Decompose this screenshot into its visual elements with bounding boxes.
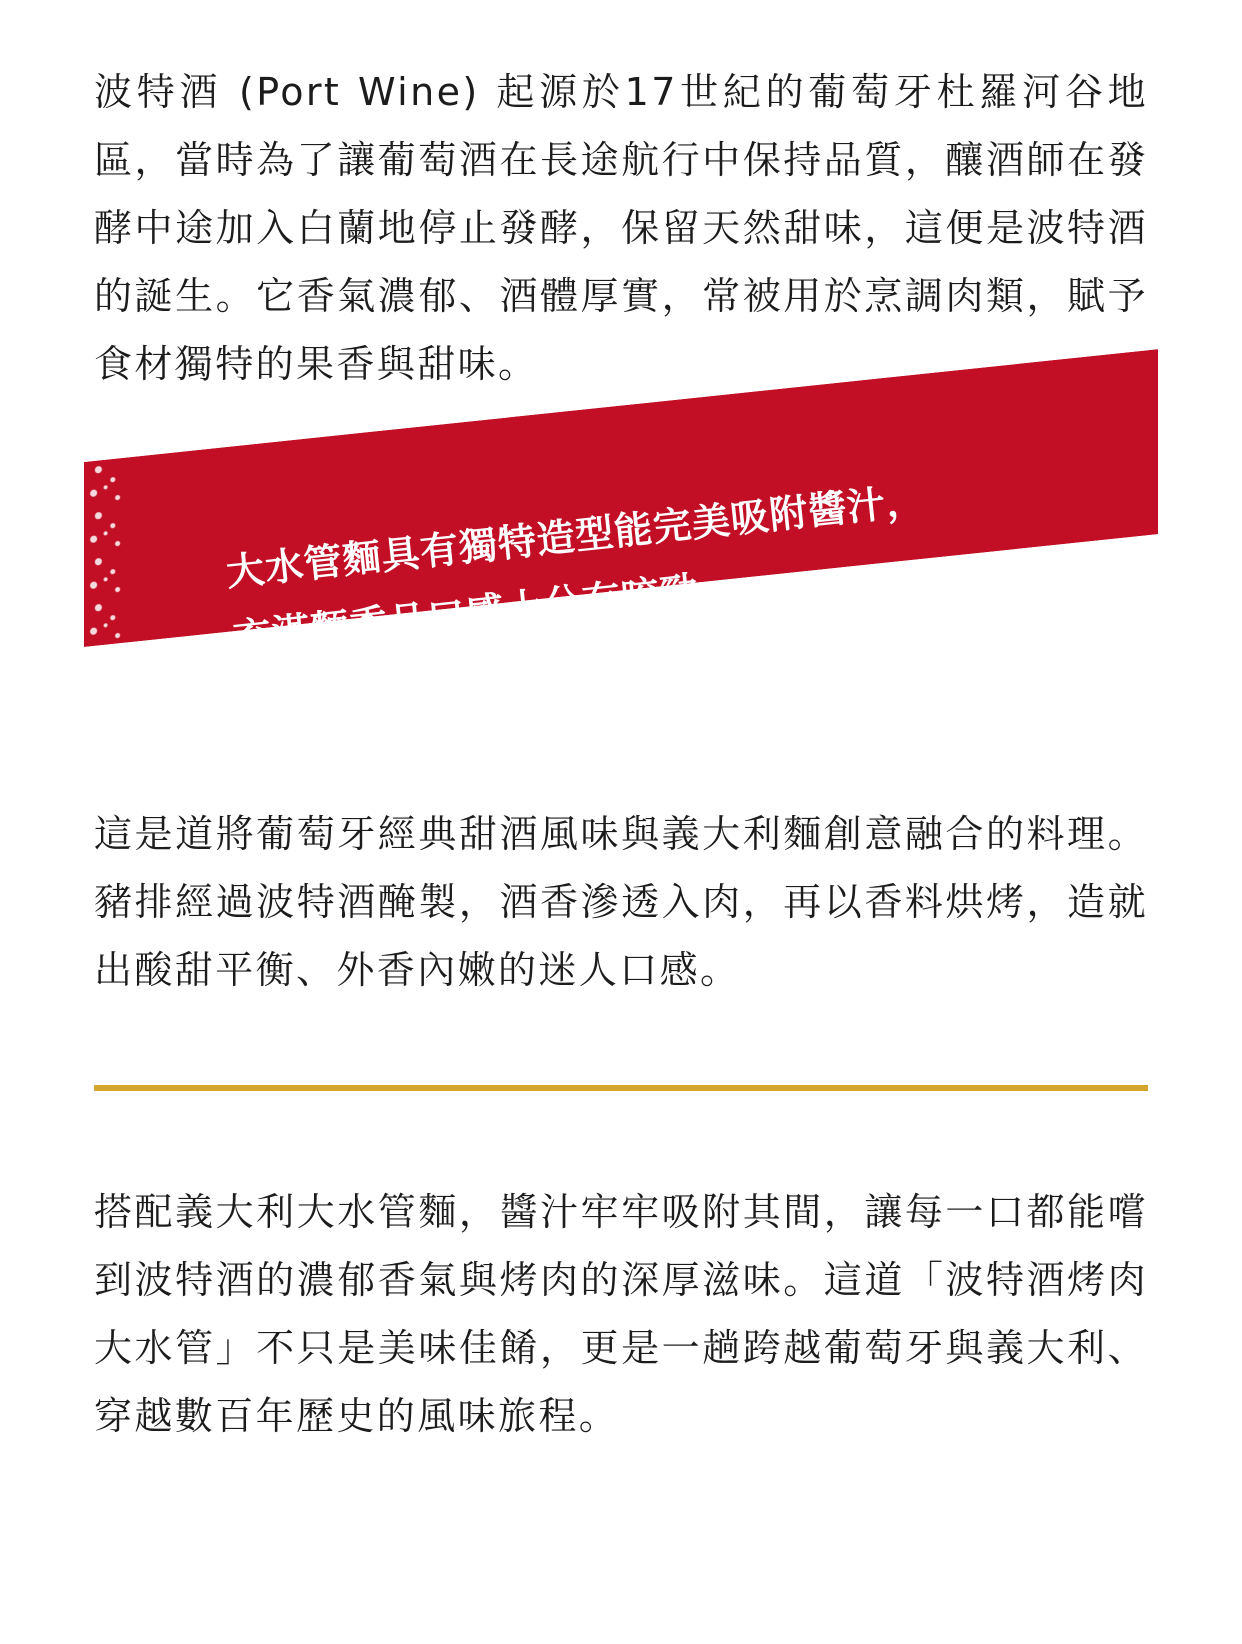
intro-paragraph: 波特酒 (Port Wine) 起源於17世紀的葡萄牙杜羅河谷地區，當時為了讓葡萄酒在長途航行中保持品質，釀酒師在發酵中途加入白蘭地停止發酵，保留天然甜味，這便是波特酒的誕生。它香氣濃郁、酒體厚實，常被用於烹調肉類，賦予食材獨特的果香與甜味。: [94, 70, 1148, 386]
torn-edge-texture: [84, 457, 132, 647]
banner-line-1: 大水管麵具有獨特造型能完美吸附醬汁，: [224, 477, 927, 595]
section-divider: [94, 1085, 1148, 1091]
banner-line-2: 充滿麵香且口感十分有咬勁: [231, 567, 702, 661]
description-paragraph: 這是道將葡萄牙經典甜酒風味與義大利麵創意融合的料理。豬排經過波特酒醃製，酒香滲透入肉，再以香料烘烤，造就出酸甜平衡、外香內嫩的迷人口感。: [94, 812, 1148, 992]
closing-paragraph: 搭配義大利大水管麵，醬汁牢牢吸附其間，讓每一口都能嚐到波特酒的濃郁香氣與烤肉的深厚滋味。這道「波特酒烤肉大水管」不只是美味佳餚，更是一趟跨越葡萄牙與義大利、穿越數百年歷史的風味旅程。: [94, 1190, 1148, 1438]
